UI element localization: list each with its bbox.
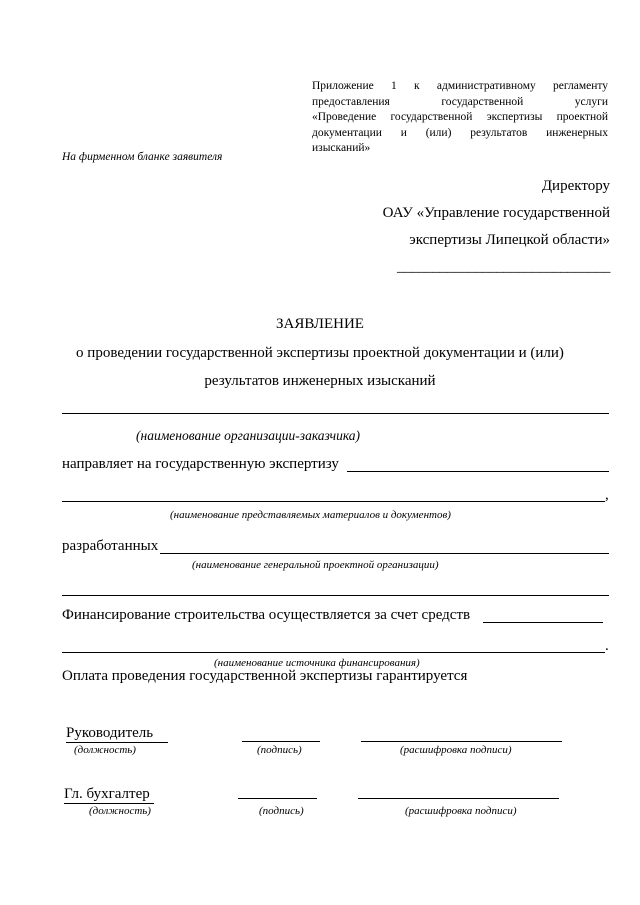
annex-line: документации и (или) результатов инженерных: [312, 126, 608, 139]
payment-guarantee: Оплата проведения государственной экспертизы гарантируется: [62, 668, 468, 684]
document-subtitle: о проведении государственной экспертизы проектной документации и (или): [76, 345, 564, 361]
signatory-role: Гл. бухгалтер: [64, 786, 154, 804]
signature-hint: (подпись): [259, 805, 304, 817]
organization-field[interactable]: [62, 413, 609, 414]
annex-line: «Проведение государственной экспертизы проектной: [312, 111, 608, 123]
annex-line: предоставления государственной услуги: [312, 95, 608, 108]
transcript-hint: (расшифровка подписи): [405, 805, 517, 817]
addressee-line: ОАУ «Управление государственной: [382, 205, 610, 221]
addressee-line: Директору: [541, 178, 610, 194]
annex-line: Приложение 1 к административному регламенту: [312, 80, 608, 92]
addressee-line: экспертизы Липецкой области»: [409, 232, 610, 248]
period: .: [605, 638, 609, 654]
developer-field-continued[interactable]: [62, 595, 609, 596]
role-hint: (должность): [89, 805, 151, 817]
document-subtitle: результатов инженерных изысканий: [204, 373, 436, 389]
annex-line: изысканий»: [312, 142, 371, 154]
signature-field[interactable]: [242, 741, 320, 742]
annex-note: [312, 79, 608, 157]
developer-field[interactable]: [160, 553, 609, 554]
financing-hint: (наименование источника финансирования): [214, 657, 420, 669]
letterhead-note: На фирменном бланке заявителя: [62, 151, 223, 163]
comma: ,: [605, 487, 609, 503]
materials-field[interactable]: [62, 501, 605, 502]
financing-label: Финансирование строительства осуществляется за счет средств: [62, 607, 471, 623]
materials-hint: (наименование представляемых материалов и документов): [170, 509, 451, 521]
document-title: ЗАЯВЛЕНИЕ: [276, 316, 364, 332]
role-hint: (должность): [74, 744, 136, 756]
transcript-field[interactable]: [361, 741, 562, 742]
financing-field[interactable]: [483, 622, 603, 623]
signature-field[interactable]: [238, 798, 317, 799]
sends-label: направляет на государственную экспертизу: [62, 456, 339, 472]
addressee-blank: ______________________________: [396, 259, 610, 275]
expertise-subject-field[interactable]: [347, 471, 609, 472]
signatory-role: Руководитель: [66, 725, 168, 743]
developer-hint: (наименование генеральной проектной организации): [192, 559, 439, 571]
developed-label: разработанных: [62, 538, 159, 554]
organization-hint: (наименование организации-заказчика): [136, 428, 361, 443]
signature-hint: (подпись): [257, 744, 302, 756]
transcript-field[interactable]: [358, 798, 559, 799]
transcript-hint: (расшифровка подписи): [400, 744, 512, 756]
financing-source-field[interactable]: [62, 652, 605, 653]
